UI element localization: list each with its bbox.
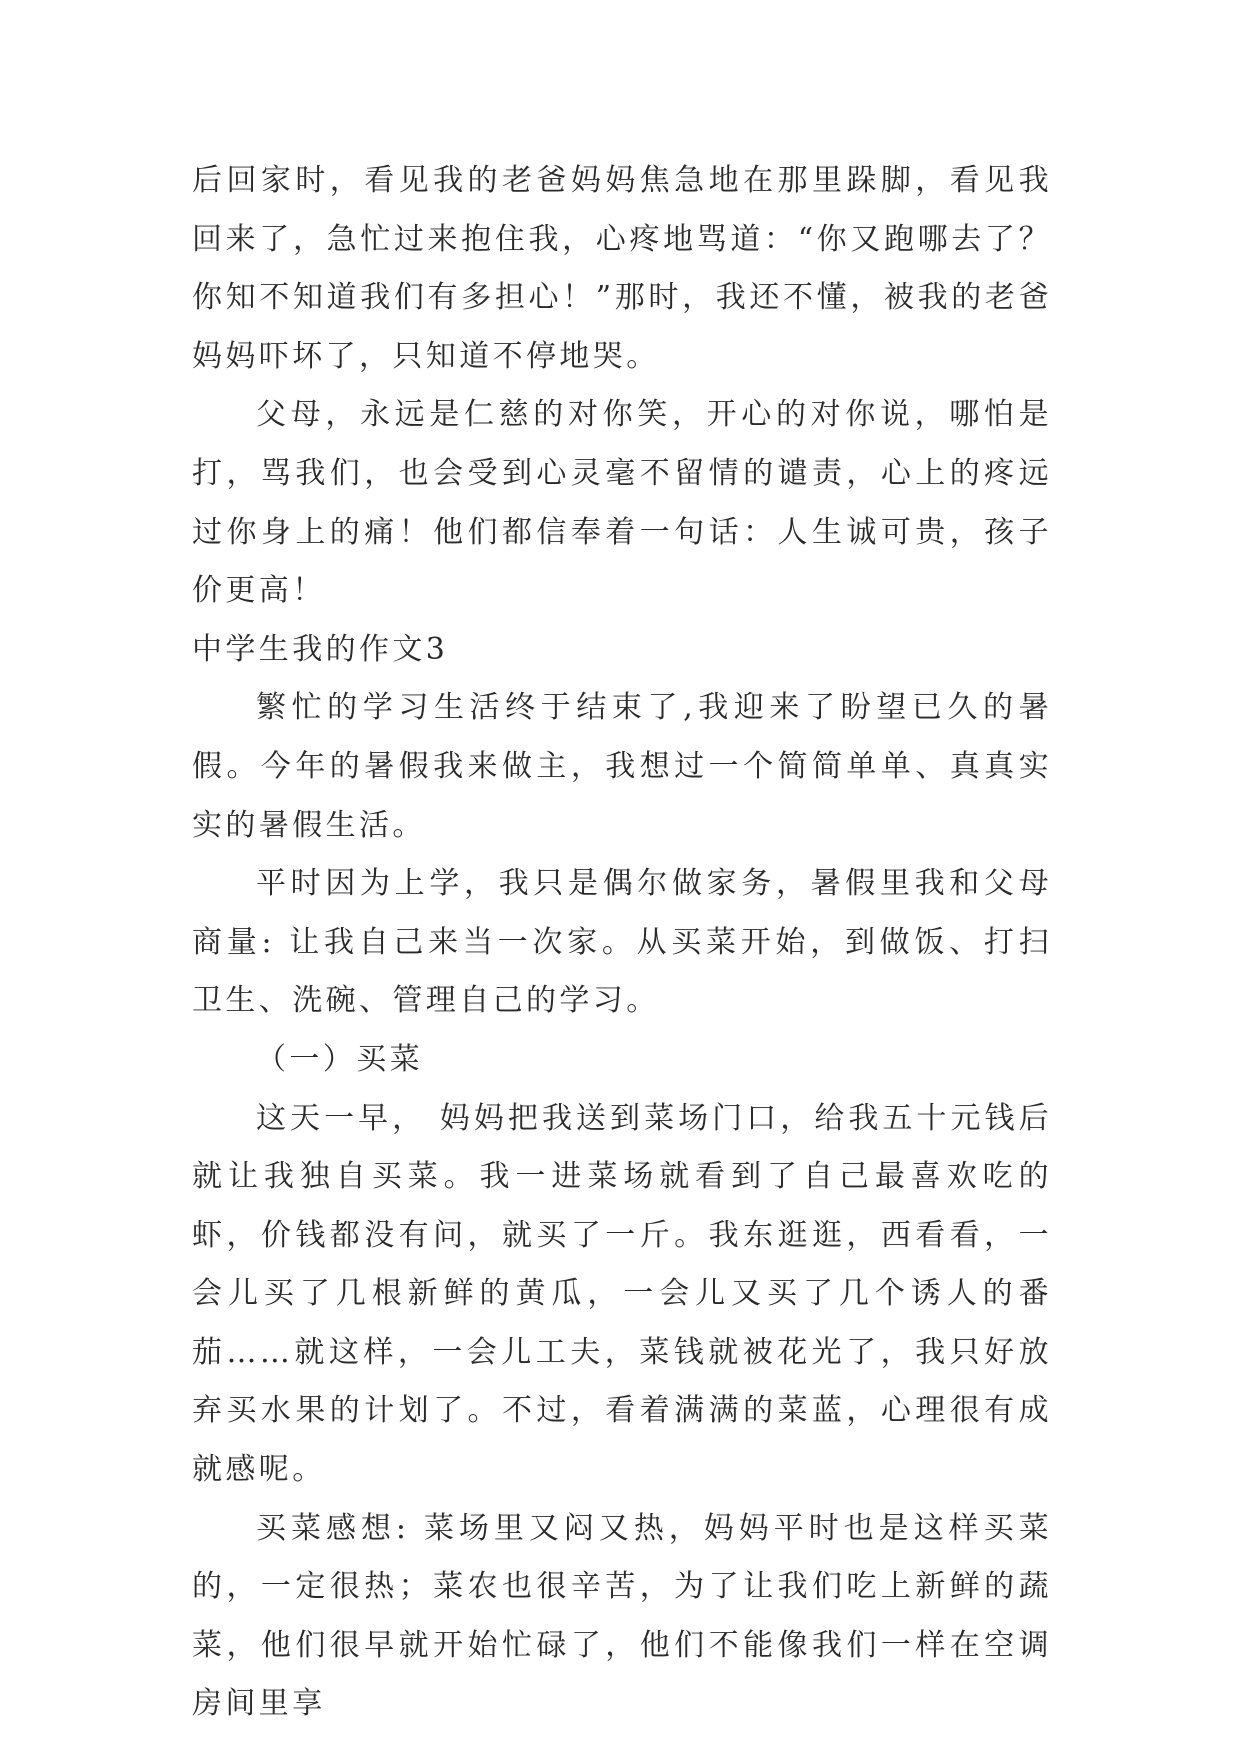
paragraph-market-story: 这天一早， 妈妈把我送到菜场门口，给我五十元钱后就让我独自买菜。我一进菜场就看到了自己最喜欢吃的虾，价钱都没有问，就买了一斤。我东逛逛，西看看，一会儿买了几根新鲜的黄瓜，一会儿又买了几个诱人的番茄……就这样，一会儿工夫，菜钱就被花光了，我只好放弃买水果的计划了。不过，看着满满的菜蓝，心理很有成就感呢。 [192, 1100, 1052, 1488]
paragraph-summer-intro: 繁忙的学习生活终于结束了,我迎来了盼望已久的暑假。今年的暑假我来做主，我想过一个简简单单、真真实实的暑假生活。 [192, 690, 1052, 843]
paragraph-market-reflection: 买菜感想: 菜场里又闷又热，妈妈平时也是这样买菜的，一定很热；菜农也很辛苦，为了让我们吃上新鲜的蔬菜，他们很早就开始忙碌了，他们不能像我们一样在空调房间里享 [192, 1510, 1052, 1722]
essay-title: 中学生我的作文3 [192, 631, 449, 667]
paragraph-parents: 父母，永远是仁慈的对你笑，开心的对你说，哪怕是打，骂我们，也会受到心灵毫不留情的谴责，心上的疼远过你身上的痛！他们都信奉着一句话：人生诚可贵，孩子价更高！ [192, 397, 1052, 609]
paragraph-continuation: 后回家时，看见我的老爸妈妈焦急地在那里跺脚，看见我回来了，急忙过来抱住我，心疼地骂道：“你又跑哪去了？你知不知道我们有多担心！”那时，我还不懂，被我的老爸妈妈吓坏了，只知道不停地哭。 [192, 163, 1052, 374]
document-body [192, 152, 1052, 1734]
paragraph-housework-plan: 平时因为上学，我只是偶尔做家务，暑假里我和父母商量: 让我自己来当一次家。从买菜开始，到做饭、打扫卫生、洗碗、管理自己的学习。 [192, 866, 1052, 1019]
section-heading-buying-vegetables: （一）买菜 [256, 1041, 423, 1077]
